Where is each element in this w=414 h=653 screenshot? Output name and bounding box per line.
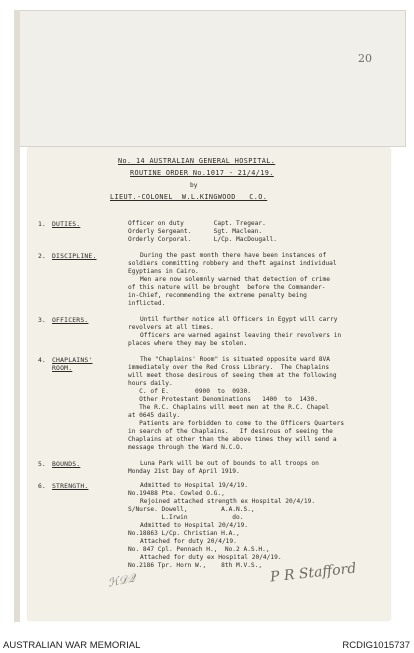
section-line: No. 847 Cpl. Pennach H., No.2 A.S.H., (128, 546, 270, 553)
section-line: message through the Ward N.C.O. (128, 444, 244, 451)
section-line: hours daily. (128, 380, 173, 387)
section-number: 6. (38, 482, 46, 490)
section-title: STRENGTH. (52, 482, 89, 490)
section-title: DISCIPLINE. (52, 252, 97, 260)
section-line: will meet those desirous of seeing them at the following (128, 372, 337, 379)
by-line: by (190, 182, 198, 189)
footer-source: AUSTRALIAN WAR MEMORIAL (3, 640, 141, 651)
section-line: Admitted to Hospital 19/4/19. (140, 482, 249, 489)
footer-id: RCDIG1015737 (342, 640, 410, 651)
section-line: places where they may be stolen. (128, 340, 248, 347)
section-title-cont: ROOM. (52, 364, 73, 372)
page-number: 20 (358, 52, 372, 65)
section-line: During the past month there have been instances of (140, 252, 327, 259)
section-number: 1. (38, 220, 46, 228)
section-number: 3. (38, 316, 46, 324)
section-line: L.Irwin do. (128, 514, 244, 521)
section-line: Officers are warned against leaving their revolvers in (140, 332, 342, 339)
section-line: in search of the Chaplains. If desirous of seeing the (128, 428, 333, 435)
order-title: ROUTINE ORDER No.1017 - 21/4/19. (130, 169, 274, 177)
back-sheet (14, 10, 406, 147)
hospital-title: No. 14 AUSTRALIAN GENERAL HOSPITAL. (118, 157, 276, 165)
section-line: soldiers committing robbery and theft against individual (128, 260, 337, 267)
section-line: Officer on duty Capt. Tregear. (128, 220, 266, 227)
section-line: Egyptians in Cairo. (128, 268, 199, 275)
section-line: S/Nurse. Dowell, A.A.N.S., (128, 506, 255, 513)
section-line: Rejoined attached strength ex Hospital 20/4/19. (140, 498, 316, 505)
binding-edge (14, 10, 20, 622)
section-number: 5. (38, 460, 46, 468)
section-line: Patients are forbidden to come to the Officers Quarters (128, 420, 345, 427)
section-line: The R.C. Chaplains will meet men at the R.C. Chapel (128, 404, 330, 411)
signature: P R Stafford (269, 560, 358, 586)
section-line: Chaplains at other than the above times they will send a (128, 436, 337, 443)
section-line: Orderly Corporal. L/Cp. MacDougall. (128, 236, 278, 243)
section-line: No.2186 Tpr. Horn W., 8th M.V.S., (128, 562, 263, 569)
section-number: 2. (38, 252, 46, 260)
section-line: Luna Park will be out of bounds to all troops on (140, 460, 319, 467)
document-page (28, 148, 390, 620)
section-line: Attached for duty ex Hospital 20/4/19. (140, 554, 282, 561)
section-line: inflicted. (128, 300, 166, 307)
handwritten-mark: ℋ𝒟𝒬 (106, 571, 137, 590)
section-line: Orderly Sergeant. Sgt. Maclean. (128, 228, 263, 235)
section-line: The "Chaplains' Room" is situated opposite ward 8VA (140, 356, 330, 363)
section-line: Attached for duty 20/4/19. (140, 538, 237, 545)
section-line: immediately over the Red Cross Library. The Chaplains (128, 364, 330, 371)
section-line: C. of E. 0900 to 0930. (128, 388, 251, 395)
commander-line: LIEUT.-COLONEL W.L.KINGWOOD C.O. (110, 193, 268, 201)
section-title: CHAPLAINS' (52, 356, 93, 364)
section-line: in-Chief, recommending the extreme penalty being (128, 292, 307, 299)
section-line: Until further notice all Officers in Egypt will carry (140, 316, 338, 323)
section-title: OFFICERS. (52, 316, 89, 324)
section-line: Monday 21st Day of April 1919. (128, 468, 240, 475)
section-line: revolvers at all times. (128, 324, 214, 331)
section-line: of this nature will be brought before the Commander- (128, 284, 326, 291)
section-title: BOUNDS. (52, 460, 81, 468)
section-title: DUTIES. (52, 220, 81, 228)
section-line: No.18863 L/Cp. Christian H.A., (128, 530, 240, 537)
section-line: Admitted to Hospital 20/4/19. (140, 522, 249, 529)
section-line: Men are now solemnly warned that detection of crime (140, 276, 330, 283)
section-line: at 0645 daily. (128, 412, 181, 419)
section-line: Other Protestant Denominations 1400 to 1430. (128, 396, 318, 403)
section-number: 4. (38, 356, 46, 364)
section-line: No.19488 Pte. Cowled O.G., (128, 490, 225, 497)
